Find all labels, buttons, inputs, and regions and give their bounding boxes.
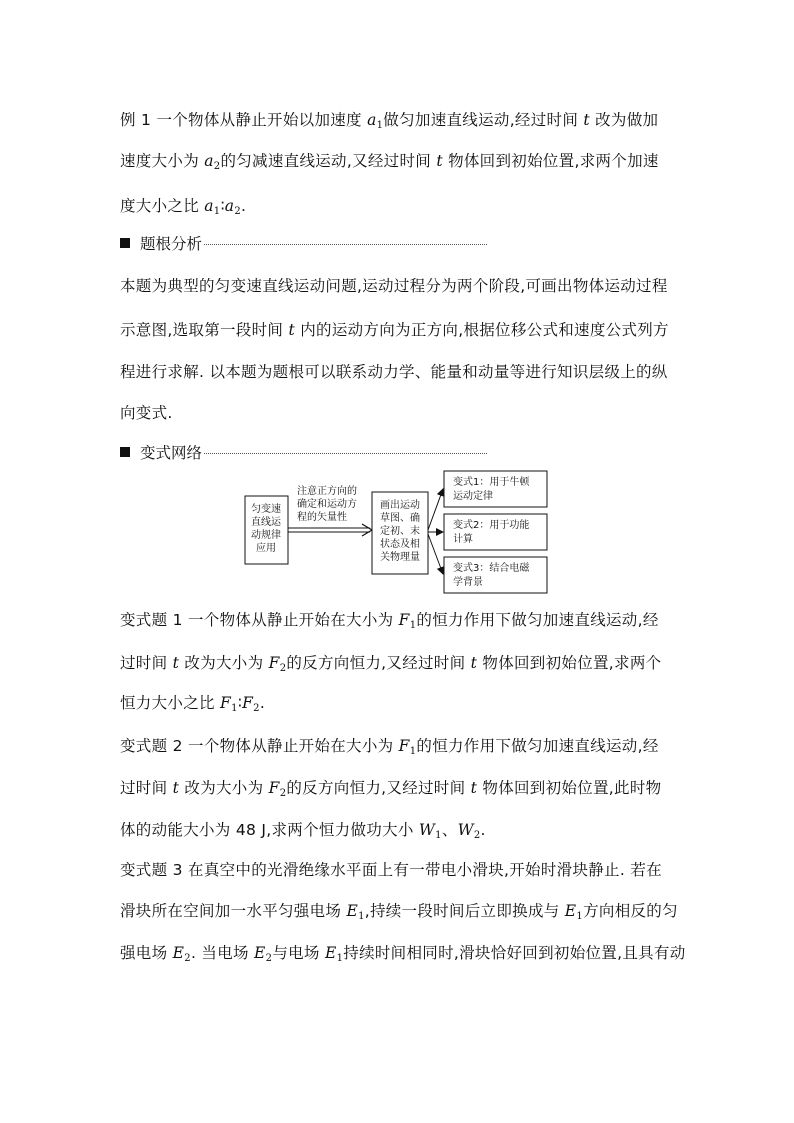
var-t: t: [583, 111, 590, 129]
var-E1: $E_1$: [324, 944, 344, 964]
text-line: 体的动能大小为 48 J,求两个恒力做功大小 $W_1$、$W_2$.: [120, 821, 486, 841]
var-E1: $E_1$: [346, 902, 365, 922]
var-E2: $E_2$: [254, 944, 273, 964]
example-label: 例 1: [120, 111, 152, 129]
text-line: 变式题 1 一个物体从静止开始在大小为 $F_1$的恒力作用下做匀加速直线运动,经: [120, 611, 659, 631]
variant-1-line: 运动定律: [453, 491, 493, 502]
text-line: 本题为典型的匀变速直线运动问题,运动过程分为两个阶段,可画出物体运动过程: [120, 277, 668, 295]
ratio-sign: ∶: [220, 197, 225, 215]
text-line: 变式题 2 一个物体从静止开始在大小为 $F_1$的恒力作用下做匀加速直线运动,经: [120, 737, 659, 757]
var-t: t: [172, 779, 180, 797]
variant-1-line: 变式1：用于牛顿: [453, 477, 530, 488]
text: .: [241, 197, 247, 215]
box-analysis-line: 草图、确: [380, 513, 420, 524]
var-F1: $F_1$: [398, 611, 417, 631]
text-line: 恒力大小之比 $F_1∶F_2$.: [120, 694, 266, 714]
text-line: 变式题 3 在真空中的光滑绝缘水平面上有一带电小滑块,开始时滑块静止. 若在: [120, 861, 662, 879]
box-root-line: 匀变速: [251, 504, 281, 515]
text: 物体回到初始位置,求两个加速: [442, 152, 659, 170]
var-t: t: [470, 654, 478, 672]
text: 一个物体从静止开始以加速度: [156, 111, 368, 129]
text: 度大小之比: [120, 197, 205, 215]
box-analysis-line: 定初、末: [380, 526, 420, 537]
var-t: t: [172, 654, 180, 672]
var-F1: $F_1$: [398, 737, 417, 757]
text-line: 过时间 t 改为大小为 $F_2$的反方向恒力,又经过时间 t 物体回到初始位置,求两个: [120, 654, 662, 674]
var-W2: $W_2$: [457, 821, 481, 841]
text: 做匀加速直线运动,经过时间: [383, 111, 584, 129]
variant-2-line: 计算: [453, 534, 473, 545]
box-root-line: 直线运: [251, 517, 281, 528]
var-t: t: [288, 321, 295, 339]
var-F2: $F_2$: [268, 654, 287, 674]
box-analysis-line: 画出运动: [380, 500, 420, 511]
variant-3-line: 变式3：结合电磁: [453, 563, 530, 574]
branch-arrow-1: [428, 489, 443, 530]
box-root-line: 应用: [256, 543, 276, 554]
var-E1: $E_1$: [564, 902, 584, 922]
text-line: 过时间 t 改为大小为 $F_2$的反方向恒力,又经过时间 t 物体回到初始位置,此时物: [120, 779, 662, 799]
text: 速度大小为: [120, 152, 205, 170]
var-a: $a_2$: [204, 152, 221, 172]
var-E2: $E_2$: [172, 944, 191, 964]
variant-label: 变式题 2: [120, 737, 183, 755]
var-a: $a_1$: [204, 197, 221, 217]
branch-arrow-3: [428, 534, 443, 574]
variant-label: 变式题 1: [120, 611, 183, 629]
var-a: $a_1$: [367, 111, 384, 131]
variant-label: 变式题 3: [120, 861, 183, 879]
var-F2: $F_2$: [268, 779, 287, 799]
section-title: 变式网络: [140, 444, 203, 462]
var-F2: $F_2$: [242, 694, 260, 714]
variant-3-line: 学背景: [453, 577, 483, 588]
var-F1: $F_1$: [220, 694, 238, 714]
text: 改为做加: [589, 111, 659, 129]
arrow-label-line: 程的矢量性: [297, 512, 347, 523]
var-a: $a_2$: [224, 197, 242, 217]
text-line: 示意图,选取第一段时间 t 内的运动方向为正方向,根据位移公式和速度公式列方: [120, 321, 669, 339]
text-line: 滑块所在空间加一水平匀强电场 $E_1$,持续一段时间后立即换成与 $E_1$方向相反的匀: [120, 902, 678, 922]
box-analysis-line: 关物理量: [380, 552, 420, 563]
var-t: t: [470, 779, 478, 797]
text-line: 向变式.: [120, 404, 173, 422]
text: 的匀减速直线运动,又经过时间: [220, 152, 437, 170]
var-W1: $W_1$: [418, 821, 442, 841]
section-title: 题根分析: [140, 235, 203, 253]
text-line: 程进行求解. 以本题为题根可以联系动力学、能量和动量等进行知识层级上的纵: [120, 363, 668, 381]
box-root-line: 动规律: [251, 530, 281, 541]
box-analysis-line: 状态及相: [380, 539, 420, 550]
text-line: 强电场 $E_2$. 当电场 $E_2$与电场 $E_1$持续时间相同时,滑块恰好回到初始位置,且具有动: [120, 944, 686, 964]
arrow-label-line: 注意正方向的: [297, 486, 357, 497]
arrow-head-icon: [362, 524, 372, 536]
arrow-label-line: 确定和运动方: [297, 499, 357, 510]
variant-2-line: 变式2：用于功能: [453, 520, 530, 531]
var-t: t: [436, 152, 443, 170]
ratio-sign: ∶: [237, 694, 243, 712]
